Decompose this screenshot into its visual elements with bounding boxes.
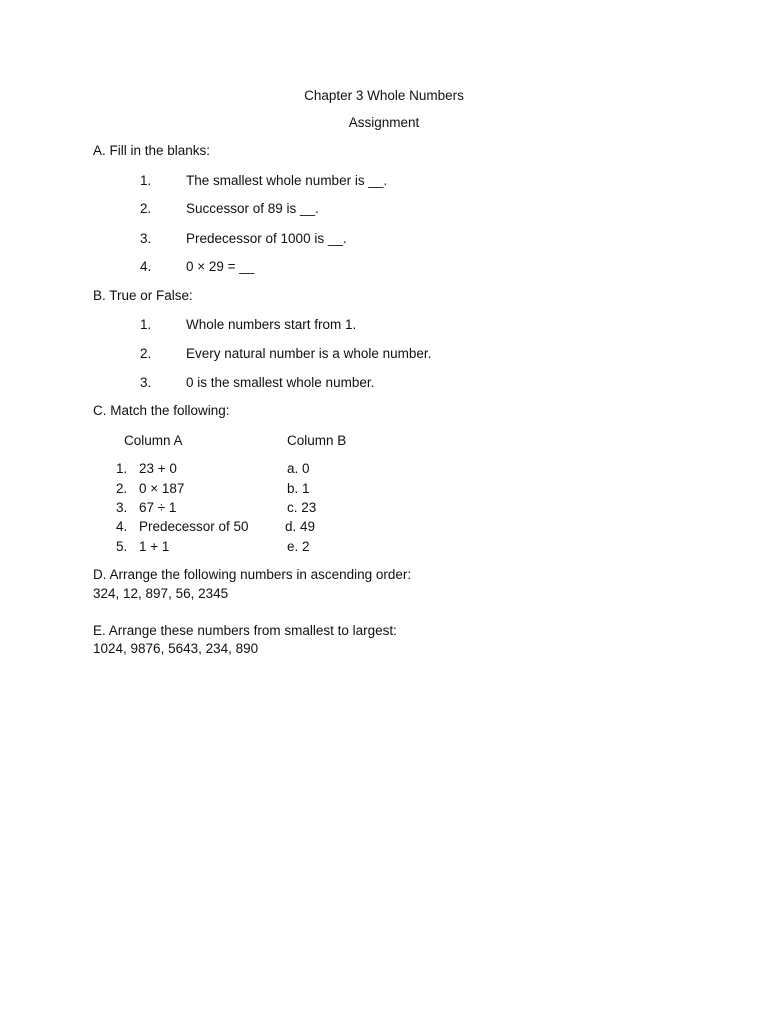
section-c-heading: C. Match the following: [93,403,230,418]
document-subtitle: Assignment [348,115,420,130]
section-b-heading: B. True or False: [93,288,193,303]
match-row-5-left: 1 + 1 [139,539,170,554]
section-b-item-2-number: 2. [140,346,152,361]
match-row-4-right: d. 49 [285,519,316,534]
match-row-4-number: 4. [116,519,128,534]
section-b-item-1-text: Whole numbers start from 1. [186,317,357,332]
section-b-item-3-number: 3. [140,375,152,390]
column-b-header: Column B [287,433,347,448]
section-b-item-3-text: 0 is the smallest whole number. [186,375,375,390]
match-row-2-left: 0 × 187 [139,481,185,496]
section-a-item-3-text: Predecessor of 1000 is __. [186,231,347,246]
section-b-item-1-number: 1. [140,317,152,332]
section-a-item-1-number: 1. [140,173,152,188]
section-a-item-4-text: 0 × 29 = __ [186,259,255,274]
section-e-numbers: 1024, 9876, 5643, 234, 890 [93,641,259,656]
section-b-item-2-text: Every natural number is a whole number. [186,346,432,361]
match-row-5-number: 5. [116,539,128,554]
match-row-1-left: 23 + 0 [139,461,177,476]
match-row-4-left: Predecessor of 50 [139,519,249,534]
section-a-item-4-number: 4. [140,259,152,274]
section-a-item-2-text: Successor of 89 is __. [186,201,319,216]
document-title: Chapter 3 Whole Numbers [304,88,464,103]
section-e-heading: E. Arrange these numbers from smallest to largest: [93,623,397,638]
section-a-item-3-number: 3. [140,231,152,246]
match-row-5-right: e. 2 [287,539,310,554]
match-row-3-number: 3. [116,500,128,515]
match-row-2-number: 2. [116,481,128,496]
match-row-3-right: c. 23 [287,500,317,515]
section-a-item-1-text: The smallest whole number is __. [186,173,388,188]
match-row-2-right: b. 1 [287,481,310,496]
match-row-3-left: 67 ÷ 1 [139,500,177,515]
column-a-header: Column A [124,433,183,448]
section-a-item-2-number: 2. [140,201,152,216]
section-a-heading: A. Fill in the blanks: [93,143,211,158]
section-d-numbers: 324, 12, 897, 56, 2345 [93,586,229,601]
match-row-1-number: 1. [116,461,128,476]
section-d-heading: D. Arrange the following numbers in ascending order: [93,567,412,582]
match-row-1-right: a. 0 [287,461,310,476]
